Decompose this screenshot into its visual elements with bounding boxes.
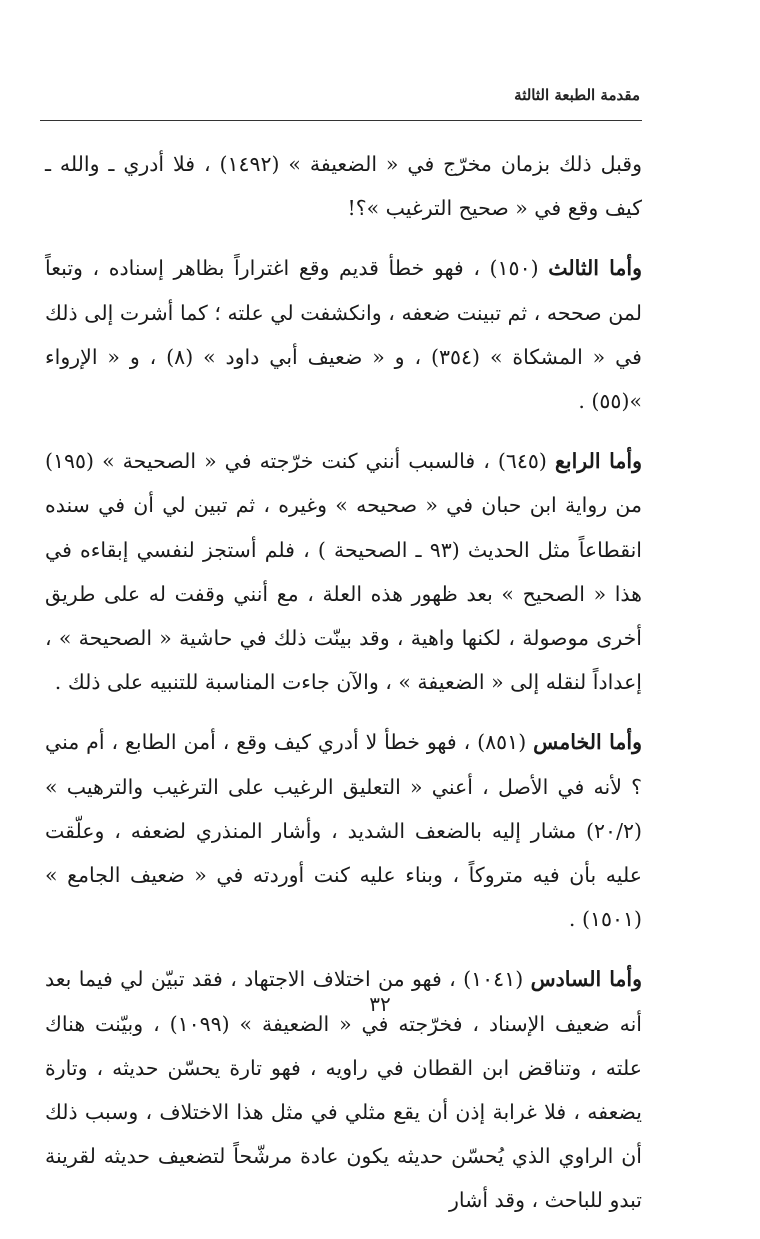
paragraph-text: (٨٥١) ، فهو خطأ لا أدري كيف وقع ، أمن الطابع ، أم مني ؟ لأنه في الأصل ، أعني « التعليق الرغيب على الترغيب والترهيب » (٢٠/٢) مشار إليه بالضعف الشديد ، وأشار المنذري لضعفه ، وعلّقت عليه بأن فيه متروكاً ، وبناء عليه كنت أوردته في « ضعيف الجامع » (١٥٠١) . — [45, 730, 642, 932]
paragraph-4 — [45, 720, 642, 941]
paragraph-text: (١٠٤١) ، فهو من اختلاف الاجتهاد ، فقد تبيّن لي فيما بعد أنه ضعيف الإسناد ، فخرّجته في « الضعيفة » (١٠٩٩) ، وبيّنت هناك علته ، وتناقض ابن القطان في راويه ، فهو تارة يحسّن حديثه ، وتارة يضعفه ، فلا غرابة إذن أن يقع مثلي في مثل هذا الاختلاف ، وسبب ذلك أن الراوي الذي يُحسّن حديثه يكون عادة مرشّحاً لتضعيف حديثه لقرينة تبدو للباحث ، وقد أشار — [45, 967, 642, 1213]
paragraph-lead: وأما الخامس — [533, 730, 643, 755]
page-body — [45, 142, 642, 1239]
paragraph-text: (٦٤٥) ، فالسبب أنني كنت خرّجته في « الصحيحة » (١٩٥) من رواية ابن حبان في « صحيحه » وغيره ، ثم تبين لي أن في سنده انقطاعاً مثل الحديث (٩٣ ـ الصحيحة ) ، فلم أستجز لنفسي إبقاءه في هذا « الصحيح » بعد ظهور هذه العلة ، مع أنني وقفت له على طريق أخرى موصولة ، لكنها واهية ، وقد بينّت ذلك في حاشية « الصحيحة » ، إعداداً لنقله إلى « الضعيفة » ، والآن جاءت المناسبة للتنبيه على ذلك . — [45, 449, 643, 695]
paragraph-lead: وأما الرابع — [554, 449, 642, 474]
paragraph-lead: وأما السادس — [530, 967, 643, 992]
page-number: ٣٢ — [369, 992, 391, 1016]
paragraph-3 — [45, 439, 642, 704]
paragraph-lead: وأما الثالث — [548, 256, 642, 281]
paragraph-text: (١٥٠) ، فهو خطأ قديم وقع اغتراراً بظاهر إسناده ، وتبعاً لمن صححه ، ثم تبينت ضعفه ، وانكشفت لي علته ؛ كما أشرت إلى ذلك في « المشكاة » (٣٥٤) ، و « ضعيف أبي داود » (٨) ، و « الإرواء »(٥٥) . — [45, 256, 642, 414]
paragraph-2 — [45, 246, 642, 423]
header-divider — [40, 120, 642, 121]
paragraph-text: وقبل ذلك بزمان مخرّج في « الضعيفة » (١٤٩٢) ، فلا أدري ـ والله ـ كيف وقع في « صحيح الترغيب »؟! — [45, 152, 642, 221]
paragraph-1 — [45, 142, 642, 230]
running-header-title: مقدمة الطبعة الثالثة — [514, 86, 640, 104]
